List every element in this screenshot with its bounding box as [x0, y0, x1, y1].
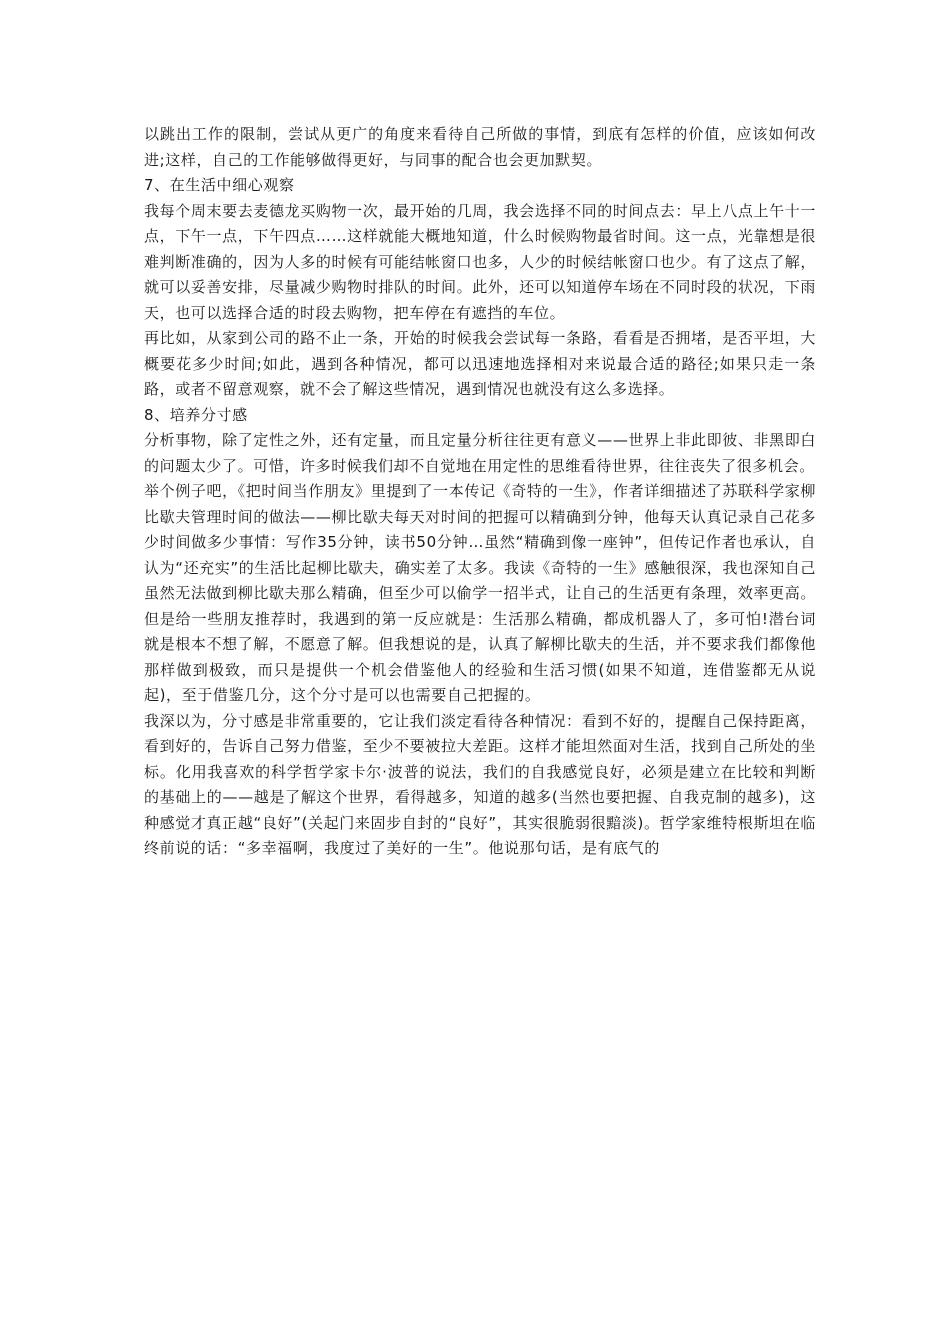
paragraph-conclusion: 我深以为，分寸感是非常重要的，它让我们淡定看待各种情况：看到不好的，提醒自己保持距离，看到好的，告诉自己努力借鉴，至少不要被拉大差距。这样才能坦然面对生活，找到自己所处的坐标。化用我喜欢的科学哲学家卡尔·波普的说法，我们的自我感觉良好，必须是建立在比较和判断的基础上的——越是了解这个世界，看得越多，知道的越多(当然也要把握、自我克制的越多)，这种感觉才真正越“良好”(关起门来固步自封的“良好”，其实很脆弱很黯淡)。哲学家维特根斯坦在临终前说的话：“多幸福啊，我度过了美好的一生”。他说那句话，是有底气的 [144, 711, 816, 857]
paragraph-example: 举个例子吧，《把时间当作朋友》里提到了一本传记《奇特的一生》，作者详细描述了苏联科学家柳比歇夫管理时间的做法——柳比歇夫每天对时间的把握可以精确到分钟，他每天认真记录自己花多少时间做多少事情：写作35分钟，读书50分钟…虽然“精确到像一座钟”，但传记作者也承认，自认为“还充实”的生活比起柳比歇夫，确实差了太多。我读《奇特的一生》感触很深，我也深知自己虽然无法做到柳比歇夫那么精确，但至少可以偷学一招半式，让自己的生活更有条理，效率更高。但是给一些朋友推荐时，我遇到的第一反应就是：生活那么精确，都成机器人了，多可怕!潜台词就是根本不想了解，不愿意了解。但我想说的是，认真了解柳比歇夫的生活，并不要求我们都像他那样做到极致，而只是提供一个机会借鉴他人的经验和生活习惯(如果不知道，连借鉴都无从说起)，至于借鉴几分，这个分寸是可以也需要自己把握的。 [144, 482, 816, 704]
section-heading-observe: 7、在生活中细心观察 [144, 176, 295, 194]
paragraph-shopping: 我每个周末要去麦德龙买购物一次，最开始的几周，我会选择不同的时间点去：早上八点上午十一点，下午一点，下午四点……这样就能大概地知道，什么时候购物最省时间。这一点，光靠想是很难判断准确的，因为人多的时候有可能结帐窗口也多，人少的时候结帐窗口也少。有了这点了解，就可以妥善安排，尽量减少购物时排队的时间。此外，还可以知道停车场在不同时段的状况，下雨天，也可以选择合适的时段去购物，把车停在有遮挡的车位。 [144, 201, 816, 322]
section-heading-proportion: 8、培养分寸感 [144, 405, 248, 424]
paragraph-commute: 再比如，从家到公司的路不止一条，开始的时候我会尝试每一条路，看看是否拥堵，是否平坦，大概要花多少时间;如此，遇到各种情况，都可以迅速地选择相对来说最合适的路径;如果只走一条路，或者不留意观察，就不会了解这些情况，遇到情况也就没有这么多选择。 [144, 329, 816, 398]
document-body [144, 122, 816, 862]
paragraph-quantitative: 分析事物，除了定性之外，还有定量，而且定量分析往往更有意义——世界上非此即彼、非黑即白的问题太少了。可惜，许多时候我们却不自觉地在用定性的思维看待世界，往往丧失了很多机会。 [144, 431, 816, 475]
paragraph-continuation: 以跳出工作的限制，尝试从更广的角度来看待自己所做的事情，到底有怎样的价值，应该如何改进;这样，自己的工作能够做得更好，与同事的配合也会更加默契。 [144, 125, 816, 169]
